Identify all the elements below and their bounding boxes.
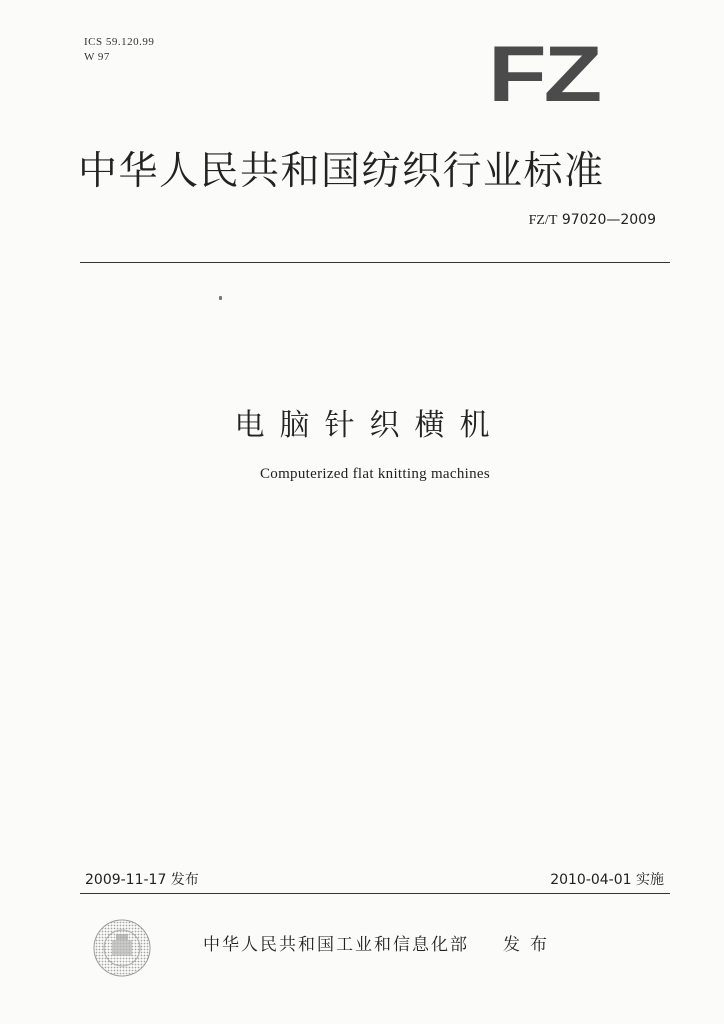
class-code: W 97 bbox=[84, 51, 110, 63]
document-title-chinese: 电脑针织横机 bbox=[234, 408, 505, 443]
top-divider bbox=[80, 262, 670, 263]
standard-number-prefix: FZ/T bbox=[528, 213, 558, 228]
fz-logo-text: FZ bbox=[488, 30, 600, 118]
scan-speck bbox=[219, 296, 222, 300]
classification-codes bbox=[84, 35, 154, 65]
fz-logo bbox=[488, 30, 638, 118]
ics-code: ICS 59.120.99 bbox=[84, 36, 155, 48]
standard-number-value: 97020—2009 bbox=[561, 212, 656, 228]
standard-number bbox=[529, 212, 656, 229]
implementation-date: 2010-04-01 实施 bbox=[550, 872, 664, 888]
document-title-english: Computerized flat knitting machines bbox=[259, 466, 491, 482]
bottom-divider bbox=[80, 893, 670, 894]
ministry-seal-icon bbox=[92, 918, 152, 978]
issue-date: 2009-11-17 发布 bbox=[85, 872, 199, 888]
publisher-name: 中华人民共和国工业和信息化部 bbox=[203, 935, 469, 955]
publish-label: 发布 bbox=[503, 935, 557, 955]
standard-series-title: 中华人民共和国纺织行业标准 bbox=[78, 149, 605, 194]
